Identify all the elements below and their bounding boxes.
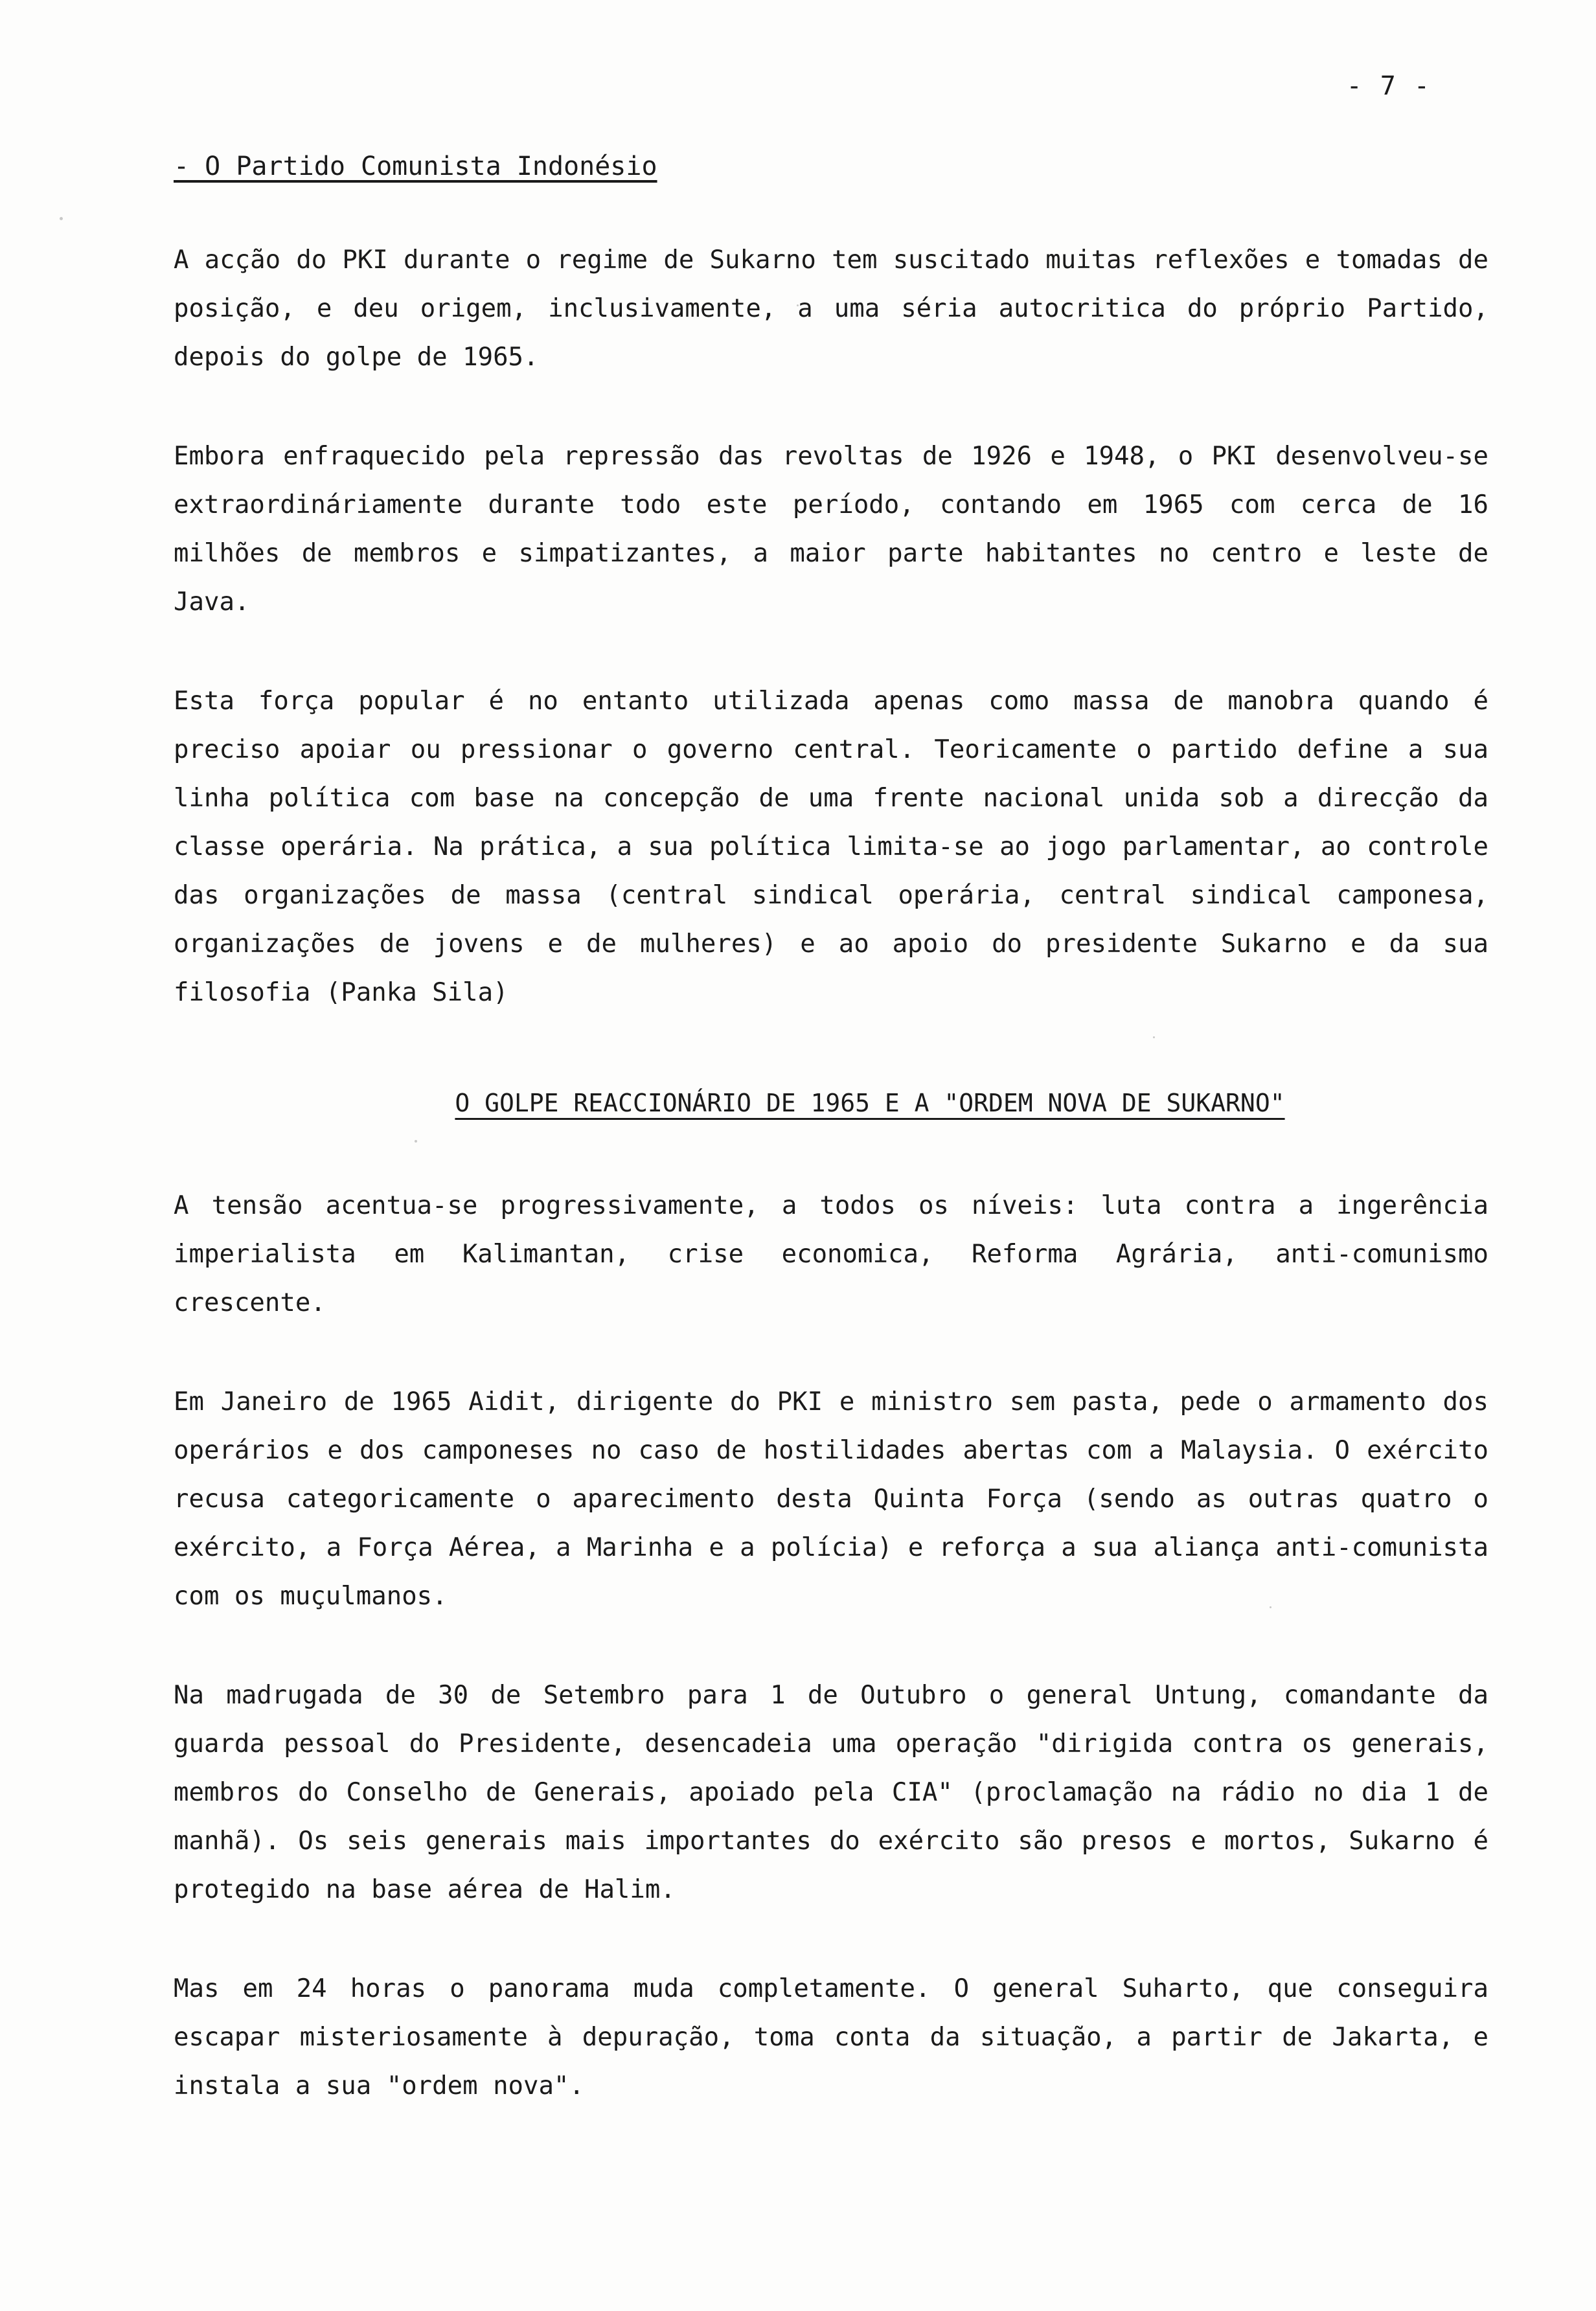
- scan-speck: [60, 217, 63, 220]
- paragraph-3: Esta força popular é no entanto utilizada apenas como massa de manobra quando é preciso apoiar ou pressionar o governo central. Teoricamente o partido define a sua linha política com base na concepção de uma frente nacional unida sob a direcção da classe operária. Na prática, a sua política limita-se ao jogo parlamentar, ao controle das organizações de massa (central sindical operária, central sindical camponesa, organizações de jovens e de mulheres) e ao apoio do presidente Sukarno e da sua filosofia (Panka Sila): [174, 687, 1488, 1007]
- scan-speck: [1270, 1606, 1271, 1608]
- paragraph-1: A acção do PKI durante o regime de Sukarno tem suscitado muitas reflexões e tomadas de posição, e deu origem, inclusivamente, a uma séria autocritica do próprio Partido, depois do golpe de 1965.: [174, 245, 1488, 372]
- paragraph-7: Mas em 24 horas o panorama muda completamente. O general Suharto, que conseguira escapar misteriosamente à depuração, toma conta da situação, a partir de Jakarta, e instala a sua "ordem nova".: [174, 1974, 1488, 2100]
- paragraph-2: Embora enfraquecido pela repressão das revoltas de 1926 e 1948, o PKI desenvolveu-se extraordináriamente durante todo este período, contando em 1965 com cerca de 16 milhões de membros e simpatizantes, a maior parte habitantes no centro e leste de Java.: [174, 442, 1488, 617]
- paragraph-5: Em Janeiro de 1965 Aidit, dirigente do PKI e ministro sem pasta, pede o armamento dos operários e dos camponeses no caso de hostilidades abertas com a Malaysia. O exército recusa categoricamente o aparecimento desta Quinta Força (sendo as outras quatro o exército, a Força Aérea, a Marinha e a polícia) e reforça a sua aliança anti-comunista com os muçulmanos.: [174, 1387, 1488, 1611]
- document-body: [174, 150, 1488, 2161]
- scan-speck: [797, 304, 799, 306]
- page-number: - 7 -: [1346, 71, 1431, 101]
- scan-speck: [415, 1140, 417, 1143]
- paragraph-4: A tensão acentua-se progressivamente, a todos os níveis: luta contra a ingerência imperialista em Kalimantan, crise economica, Reforma Agrária, anti-comunismo crescente.: [174, 1191, 1488, 1317]
- paragraph-6: Na madrugada de 30 de Setembro para 1 de Outubro o general Untung, comandante da guarda pessoal do Presidente, desencadeia uma operação "dirigida contra os generais, membros do Conselho de Generais, apoiado pela CIA" (proclamação na rádio no dia 1 de manhã). Os seis generais mais importantes do exército são presos e mortos, Sukarno é protegido na base aérea de Halim.: [174, 1681, 1488, 1904]
- section-title: - O Partido Comunista Indonésio: [174, 152, 657, 181]
- scan-speck: [1153, 1036, 1155, 1038]
- section-heading-golpe: O GOLPE REACCIONÁRIO DE 1965 E A "ORDEM NOVA DE SUKARNO": [455, 1089, 1285, 1117]
